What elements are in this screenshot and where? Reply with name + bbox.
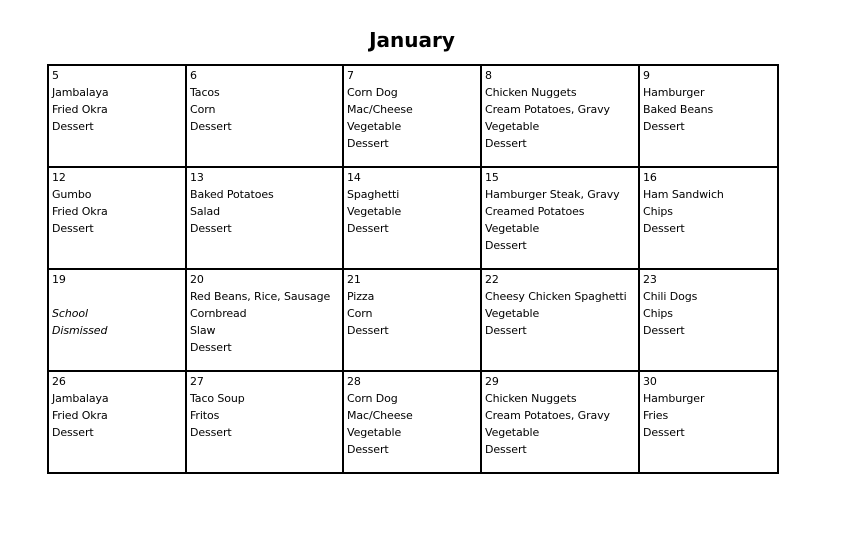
menu-item: Corn bbox=[190, 103, 216, 116]
menu-item: Creamed Potatoes bbox=[485, 205, 585, 218]
day-cell bbox=[481, 65, 639, 167]
menu-item: Baked Beans bbox=[643, 103, 714, 116]
menu-item: Hamburger bbox=[643, 86, 705, 99]
day-number: 22 bbox=[485, 273, 499, 286]
menu-item: Fritos bbox=[190, 409, 220, 422]
menu-item: Dessert bbox=[347, 443, 389, 456]
day-number: 28 bbox=[347, 375, 361, 388]
day-cell bbox=[186, 65, 343, 167]
menu-item bbox=[52, 288, 182, 305]
day-cell bbox=[343, 167, 481, 269]
menu-item: Dessert bbox=[347, 324, 389, 337]
day-number: 21 bbox=[347, 273, 361, 286]
menu-item: Mac/Cheese bbox=[347, 409, 413, 422]
day-number: 30 bbox=[643, 375, 657, 388]
menu-item: Gumbo bbox=[52, 188, 92, 201]
menu-item: Dessert bbox=[52, 426, 94, 439]
menu-item: Spaghetti bbox=[347, 188, 400, 201]
menu-item: Corn Dog bbox=[347, 392, 398, 405]
menu-item: Chili Dogs bbox=[643, 290, 698, 303]
menu-item: Vegetable bbox=[485, 307, 540, 320]
menu-item: Hamburger Steak, Gravy bbox=[485, 188, 620, 201]
menu-item: Fried Okra bbox=[52, 409, 108, 422]
day-cell bbox=[186, 167, 343, 269]
day-cell bbox=[48, 167, 186, 269]
menu-item: Chicken Nuggets bbox=[485, 86, 577, 99]
menu-item: Vegetable bbox=[347, 205, 402, 218]
menu-item: Chips bbox=[643, 307, 673, 320]
menu-item: Jambalaya bbox=[52, 392, 109, 405]
day-number: 20 bbox=[190, 273, 204, 286]
menu-item: Cream Potatoes, Gravy bbox=[485, 103, 610, 116]
menu-item: Dessert bbox=[190, 222, 232, 235]
menu-item: Hamburger bbox=[643, 392, 705, 405]
menu-item: Corn Dog bbox=[347, 86, 398, 99]
menu-item: Dessert bbox=[643, 120, 685, 133]
day-number: 12 bbox=[52, 171, 66, 184]
menu-item: Vegetable bbox=[485, 222, 540, 235]
day-number: 5 bbox=[52, 69, 59, 82]
day-cell bbox=[343, 269, 481, 371]
day-cell bbox=[639, 269, 778, 371]
menu-item: Dessert bbox=[485, 324, 527, 337]
menu-item: Fries bbox=[643, 409, 669, 422]
day-cell bbox=[186, 371, 343, 473]
menu-item: Dessert bbox=[485, 443, 527, 456]
day-number: 15 bbox=[485, 171, 499, 184]
day-number: 23 bbox=[643, 273, 657, 286]
day-cell bbox=[639, 371, 778, 473]
menu-item: Chips bbox=[643, 205, 673, 218]
menu-item: Red Beans, Rice, Sausage bbox=[190, 290, 331, 303]
day-number: 13 bbox=[190, 171, 204, 184]
menu-item: Dessert bbox=[347, 222, 389, 235]
menu-item: Fried Okra bbox=[52, 205, 108, 218]
day-number: 14 bbox=[347, 171, 361, 184]
day-cell bbox=[481, 269, 639, 371]
menu-item: Vegetable bbox=[485, 120, 540, 133]
calendar-body bbox=[48, 65, 778, 473]
menu-item: Dessert bbox=[485, 239, 527, 252]
day-cell bbox=[639, 167, 778, 269]
menu-item: Dessert bbox=[643, 324, 685, 337]
notice-text: Dismissed bbox=[52, 324, 108, 337]
menu-item: Vegetable bbox=[485, 426, 540, 439]
day-number: 27 bbox=[190, 375, 204, 388]
menu-item: Dessert bbox=[643, 426, 685, 439]
day-number: 26 bbox=[52, 375, 66, 388]
day-cell bbox=[48, 65, 186, 167]
day-number: 8 bbox=[485, 69, 492, 82]
day-cell bbox=[343, 65, 481, 167]
menu-item: Corn bbox=[347, 307, 373, 320]
week-row bbox=[48, 269, 778, 371]
menu-item: Dessert bbox=[190, 341, 232, 354]
menu-item: Ham Sandwich bbox=[643, 188, 724, 201]
menu-item: Vegetable bbox=[347, 120, 402, 133]
menu-item: Dessert bbox=[190, 120, 232, 133]
day-cell bbox=[481, 371, 639, 473]
menu-item: Dessert bbox=[485, 137, 527, 150]
menu-item: Baked Potatoes bbox=[190, 188, 274, 201]
menu-item: Vegetable bbox=[347, 426, 402, 439]
menu-item: Taco Soup bbox=[190, 392, 245, 405]
day-cell bbox=[639, 65, 778, 167]
menu-item: Fried Okra bbox=[52, 103, 108, 116]
week-row bbox=[48, 167, 778, 269]
day-number: 6 bbox=[190, 69, 197, 82]
menu-item: Dessert bbox=[347, 137, 389, 150]
menu-item: Cheesy Chicken Spaghetti bbox=[485, 290, 627, 303]
day-number: 7 bbox=[347, 69, 354, 82]
page-title: January bbox=[369, 28, 455, 52]
day-cell bbox=[186, 269, 343, 371]
menu-item: Cornbread bbox=[190, 307, 247, 320]
day-cell bbox=[481, 167, 639, 269]
menu-item: Mac/Cheese bbox=[347, 103, 413, 116]
menu-item: Cream Potatoes, Gravy bbox=[485, 409, 610, 422]
menu-item: Salad bbox=[190, 205, 221, 218]
menu-item: Dessert bbox=[52, 120, 94, 133]
week-row bbox=[48, 371, 778, 473]
day-number: 9 bbox=[643, 69, 650, 82]
week-row bbox=[48, 65, 778, 167]
menu-item: Chicken Nuggets bbox=[485, 392, 577, 405]
day-number: 29 bbox=[485, 375, 499, 388]
day-cell bbox=[343, 371, 481, 473]
day-cell bbox=[48, 371, 186, 473]
menu-item: Pizza bbox=[347, 290, 375, 303]
menu-calendar-grid bbox=[47, 64, 779, 474]
notice-text: School bbox=[52, 307, 88, 320]
menu-item: Slaw bbox=[190, 324, 216, 337]
menu-item: Dessert bbox=[52, 222, 94, 235]
menu-item: Tacos bbox=[190, 86, 220, 99]
menu-item: Jambalaya bbox=[52, 86, 109, 99]
menu-item: Dessert bbox=[643, 222, 685, 235]
day-number: 16 bbox=[643, 171, 657, 184]
day-cell bbox=[48, 269, 186, 371]
menu-item: Dessert bbox=[190, 426, 232, 439]
day-number: 19 bbox=[52, 273, 66, 286]
